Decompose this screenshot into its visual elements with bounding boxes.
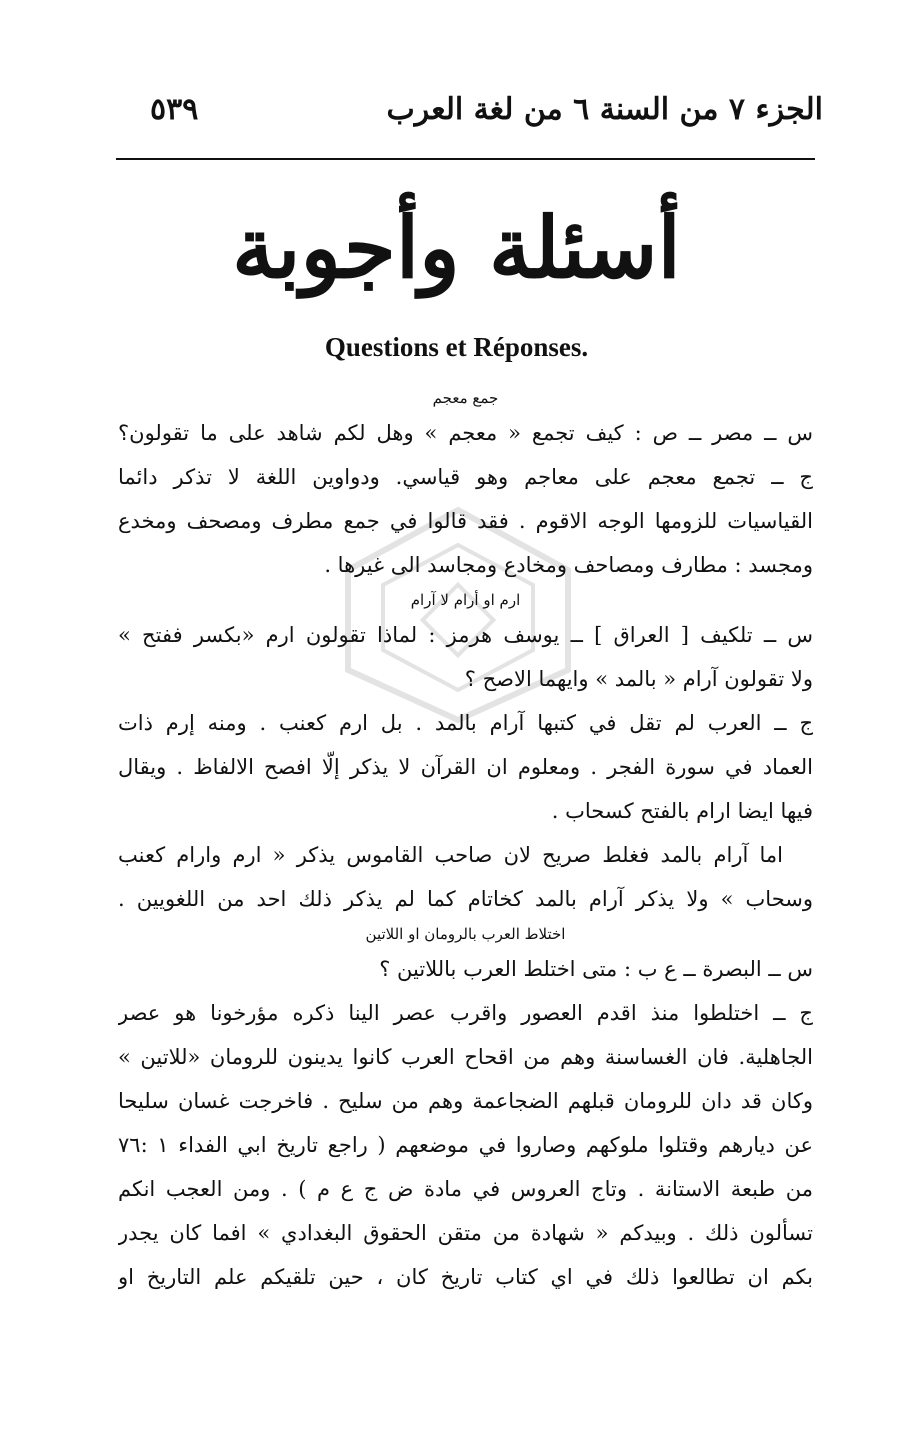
- subsection-heading: اختلاط العرب بالرومان او اللاتين: [365, 925, 566, 943]
- text-line: بكم ان تطالعوا ذلك في اي كتاب تاريخ كان ، حين تلقيكم علم التاريخ او: [118, 1265, 813, 1289]
- section-title-latin: Questions et Réponses.: [324, 332, 589, 362]
- text-line: وسحاب » ولا يذكر آرام بالمد كخاتام كما لم يذكر ذلك احد من اللغويين .: [118, 887, 813, 911]
- text-line: من طبعة الاستانة . وتاج العروس في مادة ض ج ع م ) . ومن العجب انكم: [118, 1177, 813, 1201]
- subsection-heading: جمع معجم: [432, 389, 499, 407]
- text-line: فيها ايضا ارام بالفتح كسحاب .: [551, 799, 813, 823]
- page-number: ٥٣٩: [150, 92, 199, 127]
- text-line: اما آرام بالمد فغلط صريح لان صاحب القاموس يذكر « ارم وارام كعنب: [118, 843, 783, 867]
- text-line: الجاهلية. فان الغساسنة وهم من اقحاح العرب كانوا يدينون للرومان «للاتين »: [118, 1045, 813, 1069]
- section-title-arabic: أسئلة وأجوبة: [232, 198, 681, 297]
- text-line: ج ــ العرب لم تقل في كتبها آرام بالمد . بل ارم كعنب . ومنه إرم ذات: [118, 711, 813, 735]
- subsection-heading: ارم او أرام لا آرام: [410, 591, 521, 609]
- text-line: س ــ مصر ــ ص : كيف تجمع « معجم » وهل لكم شاهد على ما تقولون؟: [118, 421, 813, 445]
- header-rule: [116, 158, 815, 160]
- text-line: ج ــ تجمع معجم على معاجم وهو قياسي. ودواوين اللغة لا تذكر دائما: [118, 465, 813, 489]
- text-line: عن ديارهم وقتلوا ملوكهم وصاروا في موضعهم ( راجع تاريخ ابي الفداء ١ :٧٦: [118, 1133, 813, 1157]
- text-line: س ــ تلكيف [ العراق ] ــ يوسف هرمز : لماذا تقولون ارم «بكسر ففتح »: [118, 623, 813, 647]
- text-line: القياسيات للزومها الوجه الاقوم . فقد قالوا في جمع مطرف ومصحف ومخدع: [118, 509, 813, 533]
- text-line: ج ــ اختلطوا منذ اقدم العصور واقرب عصر الينا ذكره مؤرخونا هو عصر: [118, 1001, 813, 1025]
- text-line: س ــ البصرة ــ ع ب : متى اختلط العرب باللاتين ؟: [379, 957, 813, 981]
- text-line: العماد في سورة الفجر . ومعلوم ان القرآن لا يذكر إلّا افصح الالفاظ . ويقال: [118, 755, 813, 779]
- text-line: وكان قد دان للرومان قبلهم الضجاعمة وهم من سليح . فاخرجت غسان سليحا: [118, 1089, 813, 1113]
- running-header: [120, 92, 823, 148]
- text-line: ومجسد : مطارف ومصاحف ومخادع ومجاسد الى غيرها .: [324, 553, 813, 577]
- running-header-title: الجزء ٧ من السنة ٦ من لغة العرب: [386, 92, 823, 127]
- text-line: تسألون ذلك . وبيدكم « شهادة من متقن الحقوق البغدادي » افما كان يجدر: [118, 1221, 813, 1245]
- text-line: ولا تقولون آرام « بالمد » وايهما الاصح ؟: [464, 667, 813, 691]
- article-body: [118, 385, 813, 1299]
